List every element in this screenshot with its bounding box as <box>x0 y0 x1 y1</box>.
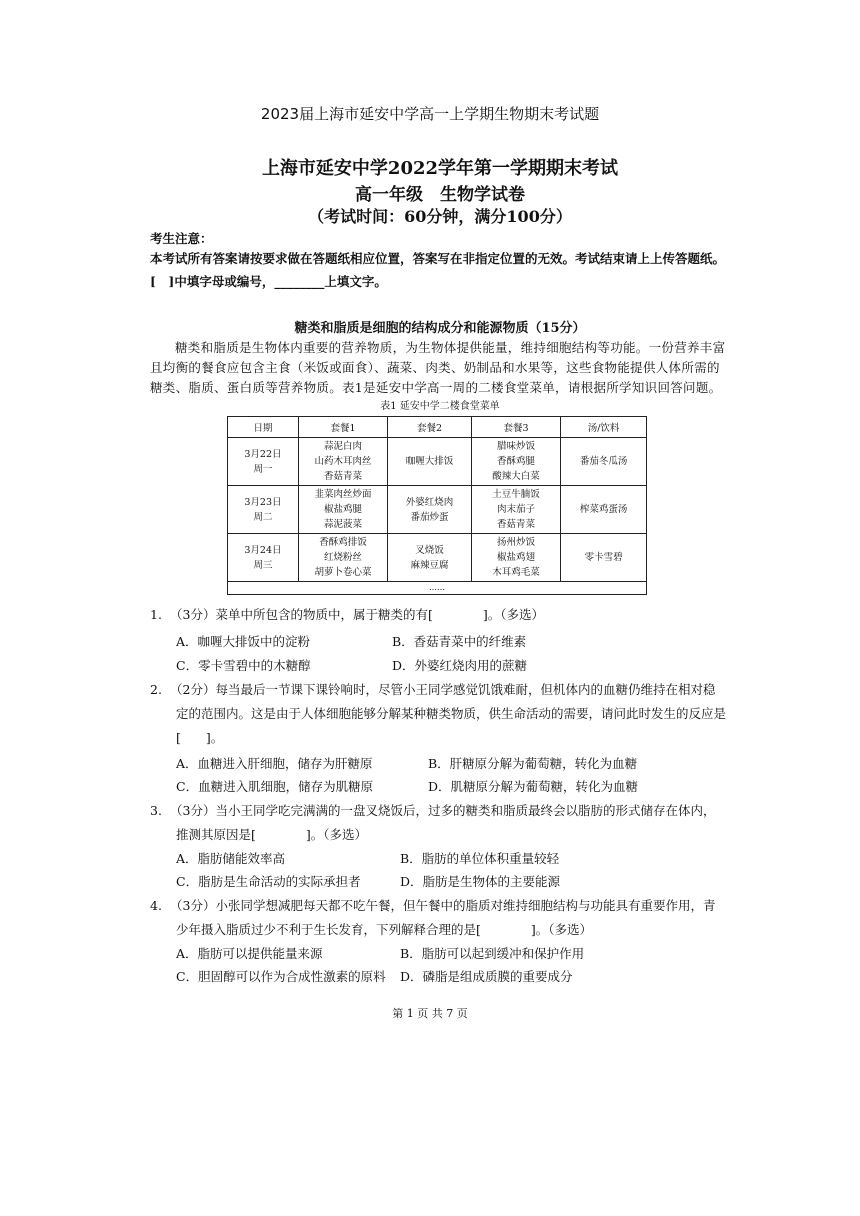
dish: 韭菜肉丝炒面 <box>314 489 372 500</box>
question-4-text-line2: 少年摄入脂质过少不利于生长发育，下列解释合理的是[ ]。（多选） <box>176 922 593 937</box>
question-2-text-line3: [ ]。 <box>176 730 224 745</box>
dish: 咖喱大排饭 <box>405 456 454 467</box>
drink-cell: 番茄冬瓜汤 <box>561 438 647 486</box>
question-3-number: 3. <box>150 803 162 818</box>
question-2-option-d: D．肌糖原分解为葡萄糖，转化为血糖 <box>428 779 639 794</box>
dish: 香酥鸡腿 <box>497 456 536 467</box>
question-3-option-a: A．脂肪储能效率高 <box>176 851 286 866</box>
question-1-number: 1. <box>150 607 162 622</box>
question-2-option-b: B．肝糖原分解为葡萄糖，转化为血糖 <box>428 756 638 771</box>
date-text: 3月22日 <box>244 448 282 460</box>
table-header-row <box>228 417 647 438</box>
dish: 胡萝卜卷心菜 <box>314 567 372 578</box>
question-1-option-a: A．咖喱大排饭中的淀粉 <box>176 634 311 649</box>
set3-cell <box>471 438 560 486</box>
question-1-option-c: C．零卡雪碧中的木糖醇 <box>176 658 311 673</box>
question-1-text: （3分）菜单中所包含的物质中，属于糖类的有[ ]。（多选） <box>170 607 544 622</box>
exam-time-info: （考试时间：60分钟，满分100分） <box>308 207 572 226</box>
set1-cell <box>298 438 387 486</box>
date-cell <box>228 534 299 582</box>
question-1-option-b: B．香菇青菜中的纤维素 <box>392 634 527 649</box>
question-2-option-a: A．血糖进入肝细胞，储存为肝糖原 <box>176 756 373 771</box>
header-set2: 套餐2 <box>388 417 472 438</box>
question-3-text-line2: 推测其原因是[ ]。（多选） <box>176 827 368 842</box>
header-set1: 套餐1 <box>298 417 387 438</box>
date-text: 3月23日 <box>244 496 282 508</box>
date-cell <box>228 486 299 534</box>
document-title: 2023届上海市延安中学高一上学期生物期末考试题 <box>260 105 600 123</box>
ellipsis-cell: …… <box>228 582 647 595</box>
dish: 香酥鸡排饭 <box>319 537 367 548</box>
exam-subtitle: 高一年级 生物学试卷 <box>355 185 525 205</box>
question-2-option-c: C．血糖进入肌细胞，储存为肌糖原 <box>176 779 374 794</box>
weekday-text: 周二 <box>253 511 273 523</box>
drink-cell: 零卡雪碧 <box>561 534 647 582</box>
question-2-text-line2: 定的范围内。这是由于人体细胞能够分解某种糖类物质，供生命活动的需要，请问此时发生的反应是 <box>176 706 727 721</box>
question-4-text-line1: （3分）小张同学想减肥每天都不吃午餐，但午餐中的脂质对维持细胞结构与功能具有重要作用，青 <box>170 898 716 913</box>
question-2-number: 2. <box>150 682 162 697</box>
table-row-ellipsis <box>228 582 647 595</box>
dish: 腊味炒饭 <box>497 441 536 452</box>
date-text: 3月24日 <box>244 544 282 556</box>
question-2-text-line1: （2分）每当最后一节课下课铃响时，尽管小王同学感觉饥饿难耐，但机体内的血糖仍维持在相对稳 <box>170 682 716 697</box>
question-4-option-d: D．磷脂是组成质膜的重要成分 <box>400 969 573 984</box>
dish: 蒜泥白肉 <box>324 441 363 452</box>
dish: 番茄炒蛋 <box>410 511 449 523</box>
question-4-number: 4. <box>150 898 162 913</box>
weekday-text: 周三 <box>253 559 273 571</box>
dish: 蒜泥菠菜 <box>324 519 363 530</box>
dish: 酸辣大白菜 <box>492 471 540 482</box>
notice-text: 本考试所有答案请按要求做在答题纸相应位置，答案写在非指定位置的无效。考试结束请上上传答题纸。[ ]中填字母或编号，________上填文字。 <box>150 251 726 289</box>
dish: 山药木耳肉丝 <box>314 456 372 467</box>
question-4-option-c: C．胆固醇可以作为合成性激素的原料 <box>176 969 386 984</box>
dish: 土豆牛腩饭 <box>492 489 540 500</box>
table-row <box>228 534 647 582</box>
dish: 木耳鸡毛菜 <box>492 567 540 578</box>
set1-cell <box>298 486 387 534</box>
header-set3: 套餐3 <box>471 417 560 438</box>
weekday-text: 周一 <box>253 463 273 475</box>
table-row <box>228 486 647 534</box>
dish: 外婆红烧肉 <box>405 496 454 508</box>
date-cell <box>228 438 299 486</box>
section-title: 糖类和脂质是细胞的结构成分和能源物质（15分） <box>294 321 586 336</box>
notice-heading: 考生注意： <box>150 231 213 246</box>
question-1-option-d: D．外婆红烧肉用的蔗糖 <box>392 658 528 673</box>
menu-table <box>227 416 647 595</box>
drink-cell: 榨菜鸡蛋汤 <box>561 486 647 534</box>
set3-cell <box>471 534 560 582</box>
dish: 肉末茄子 <box>497 504 536 515</box>
dish: 麻辣豆腐 <box>410 559 449 571</box>
question-3-option-b: B．脂肪的单位体积重量较轻 <box>400 851 560 866</box>
dish: 红烧粉丝 <box>324 552 363 563</box>
section-intro: 糖类和脂质是生物体内重要的营养物质，为生物体提供能量，维持细胞结构等功能。一份营养丰富且均衡的餐食应包含主食（米饭或面食）、蔬菜、肉类、奶制品和水果等，这些食物能提供人体所需的糖类、脂质、蛋白质等营养物质。表1是延安中学高一周的二楼食堂菜单，请根据所学知识回答问题。 <box>150 340 726 395</box>
question-3-text-line1: （3分）当小王同学吃完满满的一盘叉烧饭后，过多的糖类和脂质最终会以脂肪的形式储存在体内， <box>170 803 716 818</box>
dish: 香菇青菜 <box>497 519 536 530</box>
dish: 扬州炒饭 <box>497 537 536 548</box>
exam-title: 上海市延安中学2022学年第一学期期末考试 <box>261 158 619 179</box>
question-3-option-d: D．脂肪是生物体的主要能源 <box>400 874 561 889</box>
dish: 香菇青菜 <box>324 471 363 482</box>
question-3-option-c: C．脂肪是生命活动的实际承担者 <box>176 874 361 889</box>
question-4-option-b: B．脂肪可以起到缓冲和保护作用 <box>400 946 585 961</box>
question-4-option-a: A．脂肪可以提供能量来源 <box>176 946 323 961</box>
dish: 椒盐鸡翅 <box>497 552 536 563</box>
dish: 叉烧饭 <box>415 544 444 556</box>
table-caption: 表1 延安中学二楼食堂菜单 <box>380 401 500 412</box>
set3-cell <box>471 486 560 534</box>
header-drink: 汤/饮料 <box>561 417 647 438</box>
set1-cell <box>298 534 387 582</box>
dish: 椒盐鸡腿 <box>324 504 363 515</box>
header-date: 日期 <box>228 417 299 438</box>
set2-cell <box>388 486 472 534</box>
table-row <box>228 438 647 486</box>
set2-cell <box>388 438 472 486</box>
set2-cell <box>388 534 472 582</box>
page-footer: 第 1 页 共 7 页 <box>392 1007 468 1020</box>
